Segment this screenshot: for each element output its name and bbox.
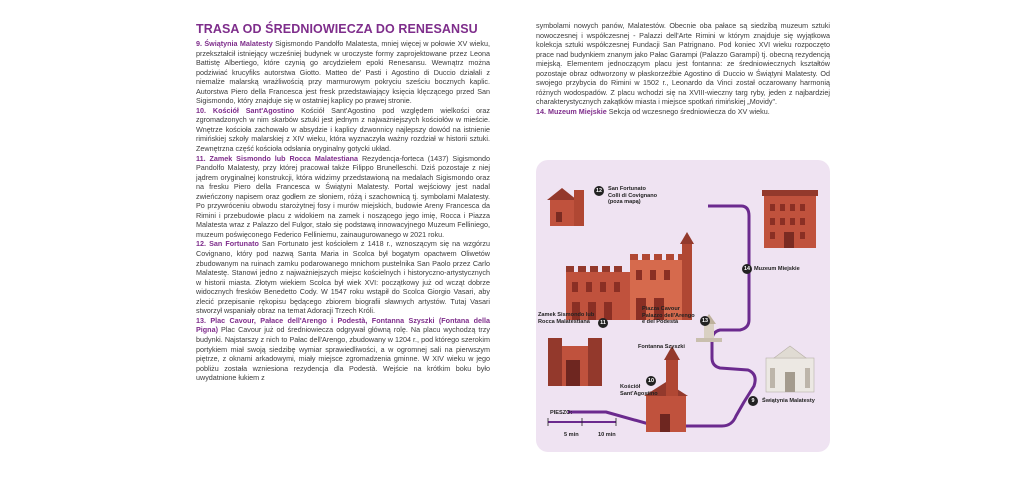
label-muzeum: Muzeum Miejskie	[754, 266, 800, 272]
marker-9: 9	[748, 396, 758, 406]
section-heading: 13. Plac Cavour, Pałace dell'Arengo i Podestà, Fontanna Szyszki (Fontana della Pigna)	[196, 315, 490, 335]
route-map	[536, 160, 830, 452]
label-san-fortunato: San Fortunato Colli di Covignano (poza mapą)	[608, 186, 658, 205]
marker-11: 11	[598, 318, 608, 328]
san-fortunato-building	[547, 188, 584, 226]
label-fontanna: Fontanna Szyszki	[638, 344, 685, 350]
section-text: San Fortunato jest kościołem z 1418 r., wznoszącym się na wzgórzu Covignano, który pod nazwą Santa Maria in Scolca był bogatym opactwem Oliwetów zbudowanym na ruinach zamku podarowanego mnichom pustelnika San Paolo przez Carlo Malatestę. Stanowi jedno z najważniejszych miejsc kościelnych i historyczno-artystycznych w historii miasta. Złotym wiekiem Scolca był wiek XVI: początkowy już od wcząt dobrze widocznych fresków Benedetto Cody. W 1547 roku wstąpił do Scolca Giorgio Vasari, aby zlecić przepisanie rękopisu będącego zbiorem biografii sławnych artystów. Tutaj Vasari stworzył wspaniały obraz na temat Adoracji Trzech Króli.	[196, 239, 490, 316]
paragraph-13	[196, 316, 490, 383]
paragraph-11	[196, 154, 490, 240]
section-heading: 11. Zamek Sismondo lub Rocca Malatestiana	[196, 153, 359, 163]
paragraph-9	[196, 39, 490, 106]
scale-bar	[548, 418, 616, 426]
paragraph-13-continued	[536, 21, 830, 107]
section-heading: 10. Kościół Sant'Agostino	[196, 105, 295, 115]
right-text	[536, 21, 830, 116]
paragraph-14	[536, 107, 830, 117]
section-text: Rezydencja-forteca (1437) Sigismondo Pandolfo Malatesty, przy której pracował także Filippo Brunelleschi. Dziś pozostaje z niej jądrem oryginalnej konstrukcji, która widzimy przedstawioną na medalach Sigismondo oraz na fresku Piero della Francesca w Świątyni Malatesty. Portal wejściowy jest nadal zwieńczony napisem oraz godłem ze słoniem, różą i szachownicą tj. symbolami Malatesty. Po przywróceniu obwodu starożytnej fosy i murów miejskich, budowie Areny Francesca da Rimini i przebudowie placu z widokiem na zamek i noszącego jego imię, Rocca i Piazza Malatesta wraz z Palazzo del Fulgor, stało się podstawą innowacyjnego Muzeum Felliniego, muzeum poświęconego Federico Felliniemu, zainaugurowanego w 2021 roku.	[196, 153, 490, 239]
label-zamek: Zamek Sismondo lub Rocca Malatestiana	[538, 312, 595, 325]
section-text: symbolami nowych panów, Malatestów. Obecnie oba pałace są siedzibą muzeum sztuki nowoczesnej i współczesnej - Palazzi dell'Arte Rimini w którym znajduje się wyjątkowa kolekcja sztuki współczesnej Fundacji San Patrignano. Pod koniec XVI wieku rozpoczęto prace nad budynkiem znanym jako Pałac Garampi (Palazzo Garampi) tj. obecną rezydencją miejską. Elementem jednoczącym placu jest fontanna: ze średniowiecznych kształtów pozostaje obraz odtworzony w płaskorzeźbie Agostino di Duccio w Świątyni Malatesty. Od swojego przybycia do Rimini w 1502 r., Leonardo da Vinci został oczarowany harmonią różnych wodospadów. Z placu wchodzi się na XVIII-wieczny targ ryby, jeden z najbardziej charakterystycznych zakątków miasta i miejsce spotkań rimińskiej „Movidy".	[536, 21, 830, 107]
section-text: Sigismondo Pandolfo Malatesta, mniej więcej w połowie XV wieku, przekształcił istniejący wcześniej budynek w uroczyste formy zaprojektowane przez Leona Battistę Albertiego, które czynią go arcydziełem epoki Renesansu. Wewnątrz można podziwiać krucyfiks autorstwa Giotto. Matteo de' Pasti i Agostino di Duccio działali z niemalże malarską wrażliwością przy marmurowym pokryciu sześciu bocznych kaplic. Autorstwa Piero della Francesca jest fresk przedstawiający księcia klęczącego przed San Sigismondo, który znajduje się w ostatniej kaplicy po prawej stronie.	[196, 39, 491, 106]
section-heading: 9. Świątynia Malatesty	[196, 39, 273, 48]
section-heading: 14. Muzeum Miejskie	[536, 106, 607, 116]
scale-5min: 5 min	[564, 432, 579, 438]
castle-building	[548, 338, 602, 386]
section-heading: 12. San Fortunato	[196, 239, 259, 249]
page-title: TRASA OD ŚREDNIOWIECZA DO RENESANSU	[196, 22, 478, 36]
malatesta-temple	[766, 346, 814, 392]
scale-10min: 10 min	[598, 432, 616, 438]
marker-10: 10	[648, 378, 654, 384]
marker-13: 13	[702, 318, 708, 324]
museum-building	[762, 190, 818, 248]
marker-14: 14	[744, 266, 750, 272]
left-column	[196, 0, 490, 383]
label-kosciol: Kościół Sant'Agostino	[620, 384, 658, 397]
label-swiatynia: Świątynia Malatesty	[762, 398, 815, 404]
paragraph-12	[196, 239, 490, 315]
left-text	[196, 39, 490, 383]
right-column	[536, 0, 830, 116]
scale-title: PIESZO:	[550, 410, 573, 416]
section-text: Kościół Sant'Agostino pod względem wielkości oraz zgromadzonych w nim skarbów sztuki jest jednym z najważniejszych kościołów w mieście. Wnętrze kościoła zachowało w absydzie i kaplicy dzwonnicy najlepszy dowód na istnienie rimińskiej szkoły malarskiej z XIV wieku, która wyznaczyła ważny rozdział w historii sztuki. Zewnętrzna część kościoła odsłania oryginalny gotycki układ.	[196, 105, 490, 154]
label-plac: Piazza Cavour Palazzo dell'Arengo e del Podestà	[642, 306, 695, 325]
paragraph-10	[196, 106, 490, 154]
section-text: Sekcja od wczesnego średniowiecza do XV wieku.	[606, 106, 770, 116]
marker-12: 12	[596, 188, 602, 194]
section-text: Plac Cavour już od średniowiecza odgrywał główną rolę. Na placu wychodzą trzy budynki. Najstarszy z nich to Pałac dell'Arengo, zbudowany w 1204 r., pod którego szerokim portykiem miał swoją siedzibę wymiar sprawiedliwości, a w ogromnej sali na pierwszym piętrze, z oknami arkadowymi, miały miejsce zgromadzenia gminne. W XIV wieku w jego pobliżu została wzniesiona rezydencja dla Podestà. Wejście na krótkim boku było uwydatnione łukiem z	[196, 325, 490, 383]
